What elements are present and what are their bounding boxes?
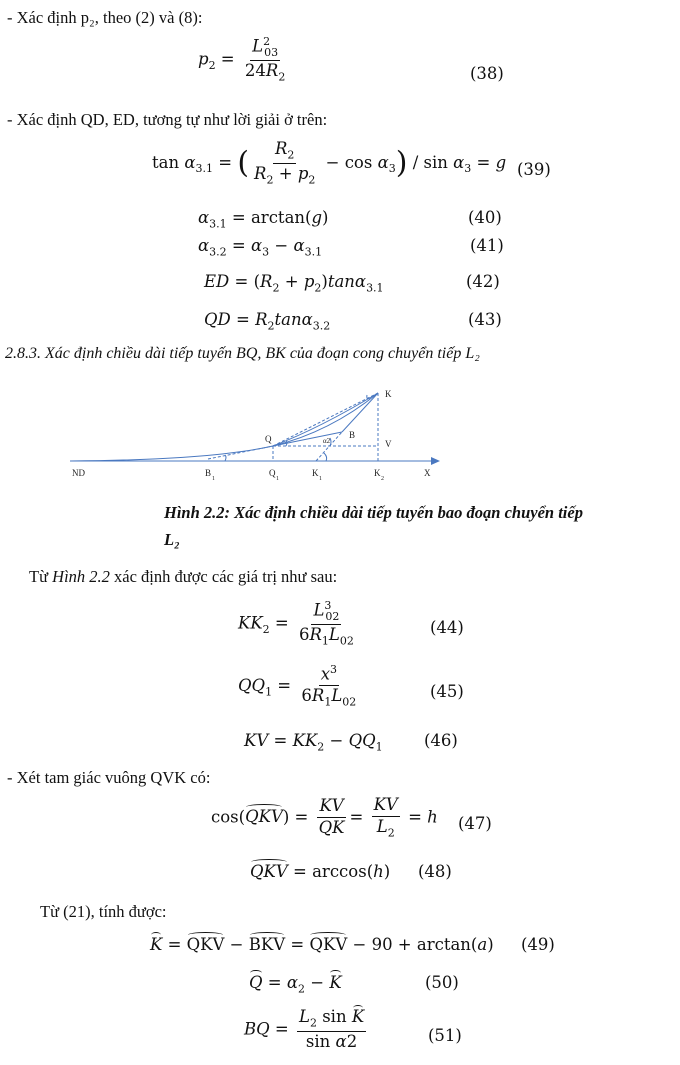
paragraph-triangle-qvk: - Xét tam giác vuông QVK có: — [7, 768, 211, 787]
label-b1: B — [205, 468, 212, 478]
svg-text:1: 1 — [276, 476, 279, 482]
label-nd: ND — [72, 468, 85, 478]
equation-48: QKV = arccos(h) — [250, 862, 391, 881]
figure-reference: Hình 2.2 — [52, 567, 110, 586]
transition-curve — [70, 393, 378, 461]
equation-42: ED = $(R_2 + p_2)\tan\alpha_{3.1}$ — [204, 272, 384, 295]
label-q: Q — [265, 434, 272, 444]
equation-number: (48) — [418, 862, 452, 881]
figure-tangent-diagram — [60, 380, 460, 490]
equation-number: (39) — [517, 160, 551, 179]
label-k: K — [385, 389, 392, 399]
equation-number: (43) — [468, 310, 502, 329]
equation-number: (38) — [470, 64, 504, 83]
equation-number: (42) — [466, 272, 500, 291]
equation-number: (41) — [470, 236, 504, 255]
label-q1: Q — [269, 468, 276, 478]
paragraph-determine-qd-ed: - Xác định QD, ED, tương tự như lời giải ở trên: — [7, 110, 328, 129]
axis-arrow-icon — [431, 457, 440, 465]
paragraph-from-21: Từ (21), tính được: — [40, 902, 167, 921]
equation-number: (51) — [428, 1026, 462, 1045]
equation-number: (45) — [430, 682, 464, 701]
figure-caption-cont: L₂ — [164, 530, 180, 549]
label-k2: K — [374, 468, 381, 478]
equation-51: BQ = $\frac{L_2 \sin K}{\text{sin α2}}$ — [244, 1007, 365, 1051]
label-alpha2: α2 — [323, 437, 331, 445]
label-v: V — [385, 439, 392, 449]
svg-text:2: 2 — [381, 476, 384, 482]
label-x: X — [424, 468, 431, 478]
equation-44: $KK_2$ = $\frac{L^3_{02}}{6R_1L_{02}}$ — [238, 599, 354, 648]
paragraph-determine-p2: - Xác định p₂, theo (2) và (8): — [7, 8, 203, 27]
equation-40: $\alpha_{3.1} = \arctan(g)$ — [198, 208, 329, 231]
equation-41: $\alpha_{3.2} = \alpha_3 - \alpha_{3.1}$ — [198, 236, 323, 259]
equation-43: QD = $R_2\tan\alpha_{3.2}$ — [204, 310, 331, 333]
equation-number: (47) — [458, 814, 492, 833]
svg-text:1: 1 — [212, 476, 215, 482]
label-k1: K — [312, 468, 319, 478]
label-b: B — [349, 430, 356, 440]
equation-50: $Q = \alpha_2 - K$ — [249, 973, 342, 996]
equation-47: cos(QKV) = $\frac{KV}{QK}$ = $\frac{KV}{L_2}$ = h — [211, 795, 438, 840]
equation-number: (50) — [425, 973, 459, 992]
svg-text:1: 1 — [319, 476, 322, 482]
paragraph-from-figure: Từ Hình 2.2 xác định được các giá trị như sau: — [29, 567, 338, 586]
equation-number: (49) — [521, 935, 555, 954]
section-heading: 2.8.3. Xác định chiều dài tiếp tuyến BQ, BK của đoạn cong chuyển tiếp L₂ — [5, 345, 480, 362]
equation-number: (40) — [468, 208, 502, 227]
equation-39: $\tan \alpha_{3.1}$ = ( $\frac{R_2}{R_2 + p_2}$ − $\cos \alpha_3) / \sin \alpha_3 = g$ — [152, 139, 507, 187]
equation-number: (44) — [430, 618, 464, 637]
equation-49: K = QKV − BKV = QKV − 90 + arctan(a) — [150, 935, 494, 954]
equation-38: $p_2$ = $\frac{L^2_{03}}{24R_2}$ — [198, 35, 286, 84]
equation-46: KV = $KK_2 - QQ_1$ — [244, 731, 383, 754]
equation-number: (46) — [424, 731, 458, 750]
equation-45: $QQ_1$ = $\frac{x^3}{6R_1L_{02}}$ — [238, 663, 357, 709]
figure-caption: Hình 2.2: Xác định chiều dài tiếp tuyến bao đoạn chuyển tiếp — [164, 503, 583, 522]
